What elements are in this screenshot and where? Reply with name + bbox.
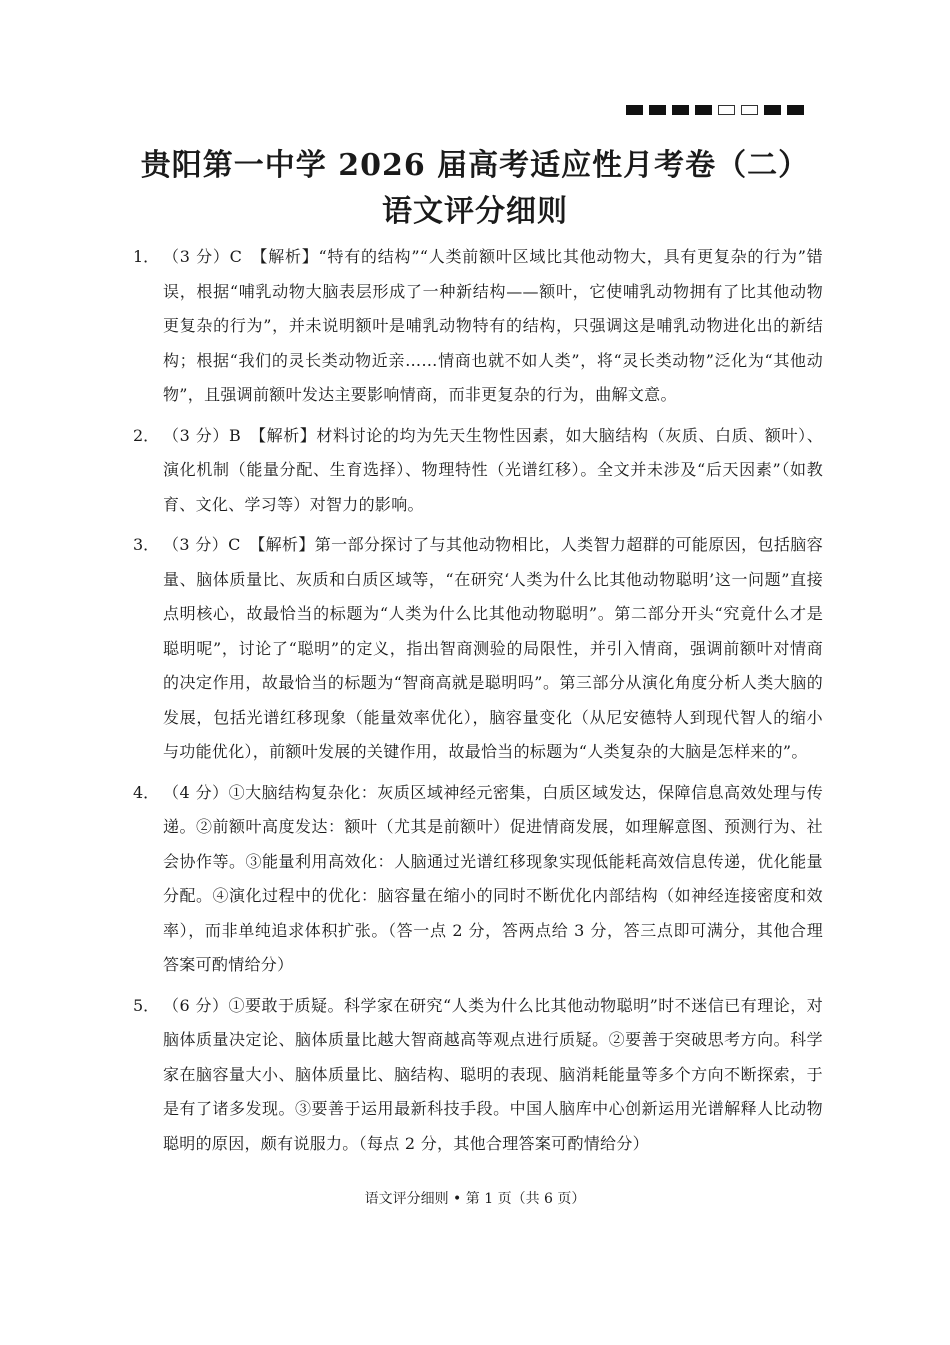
question-answer: （4 分）①大脑结构复杂化：灰质区域神经元密集，白质区域发达，保障信息高效处理与传递。②前额叶高度发达：额叶（尤其是前额叶）促进情商发展，如理解意图、预测行为、社会协作等。③能量利用高效化：人脑通过光谱红移现象实现低能耗高效信息传递，优化能量分配。④演化过程中的优化：脑容量在缩小的同时不断优化内部结构（如神经连接密度和效率），而非单纯追求体积扩张。（答一点 2 分，答两点给 3 分，答三点即可满分，其他合理答案可酌情给分） [163,782,823,974]
filled-square-mark [764,105,781,115]
question-3 [133,528,823,770]
empty-square-mark [741,105,758,115]
page-footer: 语文评分细则 • 第 1 页（共 6 页） [364,1191,586,1207]
question-2 [133,419,823,523]
filled-square-mark [626,105,643,115]
filled-square-mark [672,105,689,115]
question-4 [133,776,823,983]
question-5 [133,989,823,1162]
filled-square-mark [787,105,804,115]
page-subtitle: 语文评分细则 [382,194,568,229]
question-answer: （3 分）B 【解析】材料讨论的均为先天生物性因素，如大脑结构（灰质、白质、额叶）、演化机制（能量分配、生育选择）、物理特性（光谱红移）。全文并未涉及“后天因素”（如教育、文化、学习等）对智力的影响。 [163,425,823,514]
question-answer: （3 分）C 【解析】第一部分探讨了与其他动物相比，人类智力超群的可能原因，包括脑容量、脑体质量比、灰质和白质区域等，“在研究‘人类为什么比其他动物聪明’这一问题”直接点明核心，故最恰当的标题为“人类为什么比其他动物聪明”。第二部分开头“究竟什么才是聪明呢”，讨论了“聪明”的定义，指出智商测验的局限性，并引入情商，强调前额叶对情商的决定作用，故最恰当的标题为“智商高就是聪明吗”。第三部分从演化角度分析人类大脑的发展，包括光谱红移现象（能量效率优化），脑容量变化（从尼安德特人到现代智人的缩小与功能优化），前额叶发展的关键作用，故最恰当的标题为“人类复杂的大脑是怎样来的”。 [163,535,823,761]
question-number: 4． [133,782,160,802]
filled-square-mark [649,105,666,115]
question-list [133,240,823,1167]
question-answer: （6 分）①要敢于质疑。科学家在研究“人类为什么比其他动物聪明”时不迷信已有理论，对脑体质量决定论、脑体质量比越大智商越高等观点进行质疑。②要善于突破思考方向。科学家在脑容量大小、脑体质量比、脑结构、聪明的表现、脑消耗能量等多个方向不断探索，于是有了诸多发现。③要善于运用最新科技手段。中国人脑库中心创新运用光谱解释人比动物聪明的原因，颇有说服力。（每点 2 分，其他合理答案可酌情给分） [163,995,823,1153]
question-number: 1． [133,247,160,266]
filled-square-mark [695,105,712,115]
question-number: 2． [133,425,160,445]
header-marks [626,105,804,115]
question-answer: （3 分）C 【解析】“特有的结构”“人类前额叶区域比其他动物大，具有更复杂的行为”错误，根据“哺乳动物大脑表层形成了一种新结构——额叶，它使哺乳动物拥有了比其他动物更复杂的行为”，并未说明额叶是哺乳动物特有的结构，只强调这是哺乳动物进化出的新结构；根据“我们的灵长类动物近亲……情商也就不如人类”，将“灵长类动物”泛化为“其他动物”，且强调前额叶发达主要影响情商，而非更复杂的行为，曲解文意。 [163,247,823,404]
empty-square-mark [718,105,735,115]
question-1 [133,240,823,413]
page-title: 贵阳第一中学 2026 届高考适应性月考卷（二） [140,148,810,183]
question-number: 3． [133,535,160,554]
question-number: 5． [133,995,160,1015]
